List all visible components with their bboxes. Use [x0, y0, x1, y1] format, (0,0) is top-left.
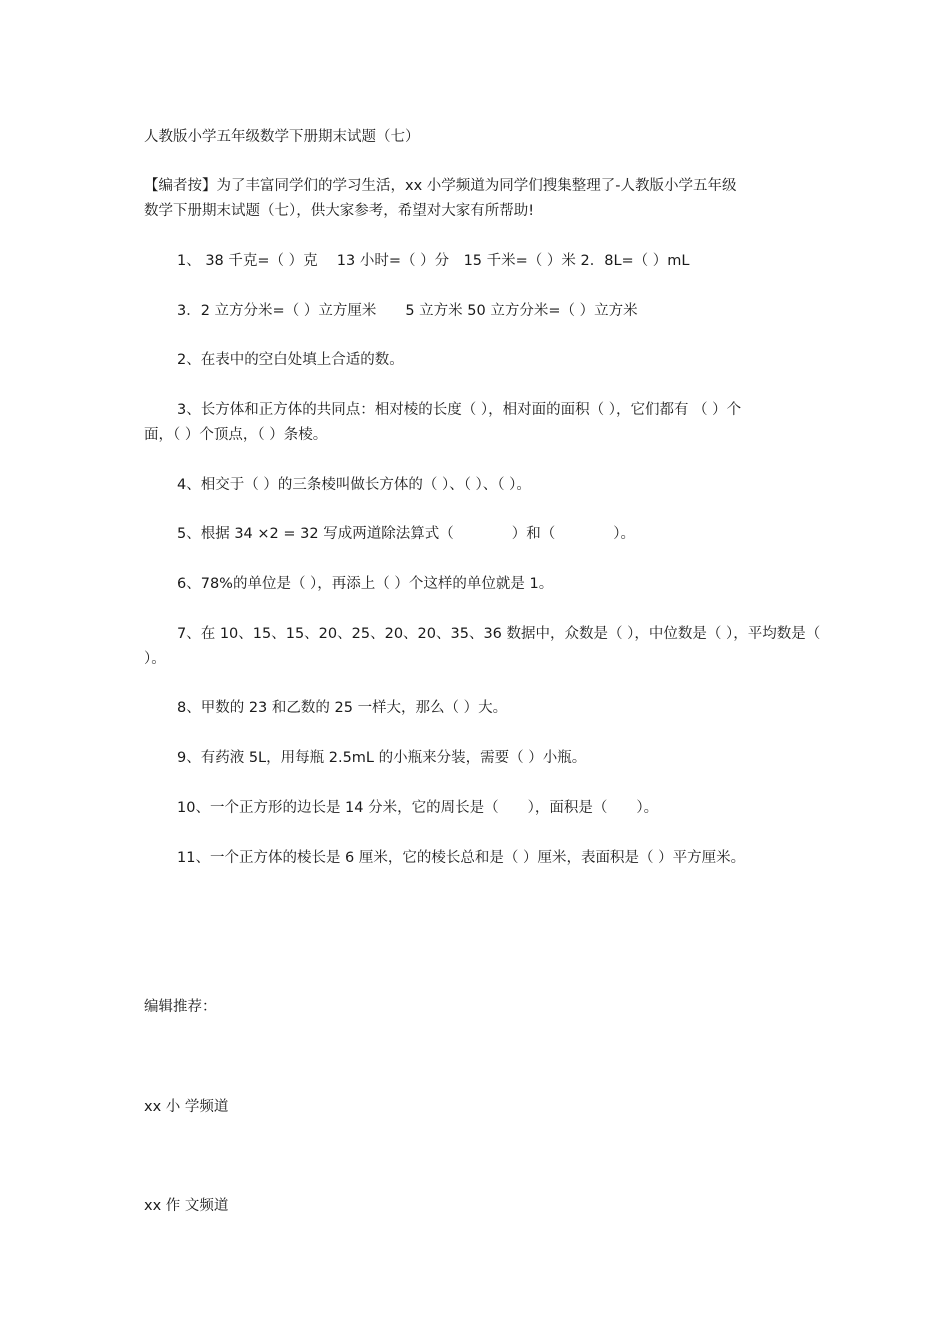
- intro-line-1: 【编者按】为了丰富同学们的学习生活，xx 小学频道为同学们搜集整理了-人教版小学五年级: [144, 178, 737, 194]
- question-4: 4、相交于（ ）的三条棱叫做长方体的（ ）、（ ）、（ ）。: [177, 477, 531, 493]
- question-1-line-1: 1、 38 千克=（ ）克 13 小时=（ ）分 15 千米=（ ）米 2．8L=（ ）mL: [177, 253, 690, 269]
- intro-line-2: 数学下册期末试题（七），供大家参考，希望对大家有所帮助!: [144, 203, 535, 219]
- question-8: 8、甲数的 23 和乙数的 25 一样大，那么（ ）大。: [177, 700, 508, 716]
- question-3-line-1: 3、长方体和正方体的共同点：相对棱的长度（ ），相对面的面积（ ），它们都有 （ ）个: [177, 402, 742, 418]
- document-title: 人教版小学五年级数学下册期末试题（七）: [144, 129, 420, 145]
- question-9: 9、有药液 5L，用每瓶 2.5mL 的小瓶来分装，需要（ ）小瓶。: [177, 750, 587, 766]
- recommend-link-composition[interactable]: xx 作 文频道: [144, 1198, 229, 1214]
- question-7-line-2: ）。: [144, 651, 166, 667]
- question-11: 11、一个正方体的棱长是 6 厘米，它的棱长总和是（ ）厘米，表面积是（ ）平方厘米。: [177, 850, 746, 866]
- question-7-line-1: 7、在 10、15、15、20、25、20、20、35、36 数据中，众数是（ ），中位数是（ ），平均数是（: [177, 626, 821, 642]
- recommend-link-primary-school[interactable]: xx 小 学频道: [144, 1099, 229, 1115]
- question-10: 10、一个正方形的边长是 14 分米，它的周长是（ ），面积是（ ）。: [177, 800, 659, 816]
- recommend-heading: 编辑推荐：: [144, 999, 217, 1015]
- question-1-line-2: 3．2 立方分米=（ ）立方厘米 5 立方米 50 立方分米=（ ）立方米: [177, 303, 638, 319]
- question-5: 5、根据 34 ×2 = 32 写成两道除法算式（ ）和（ ）。: [177, 526, 635, 542]
- question-3-line-2: 面，（ ）个顶点，（ ）条棱。: [144, 427, 328, 443]
- question-6: 6、78%的单位是（ ），再添上（ ）个这样的单位就是 1。: [177, 576, 554, 592]
- question-2: 2、在表中的空白处填上合适的数。: [177, 352, 404, 368]
